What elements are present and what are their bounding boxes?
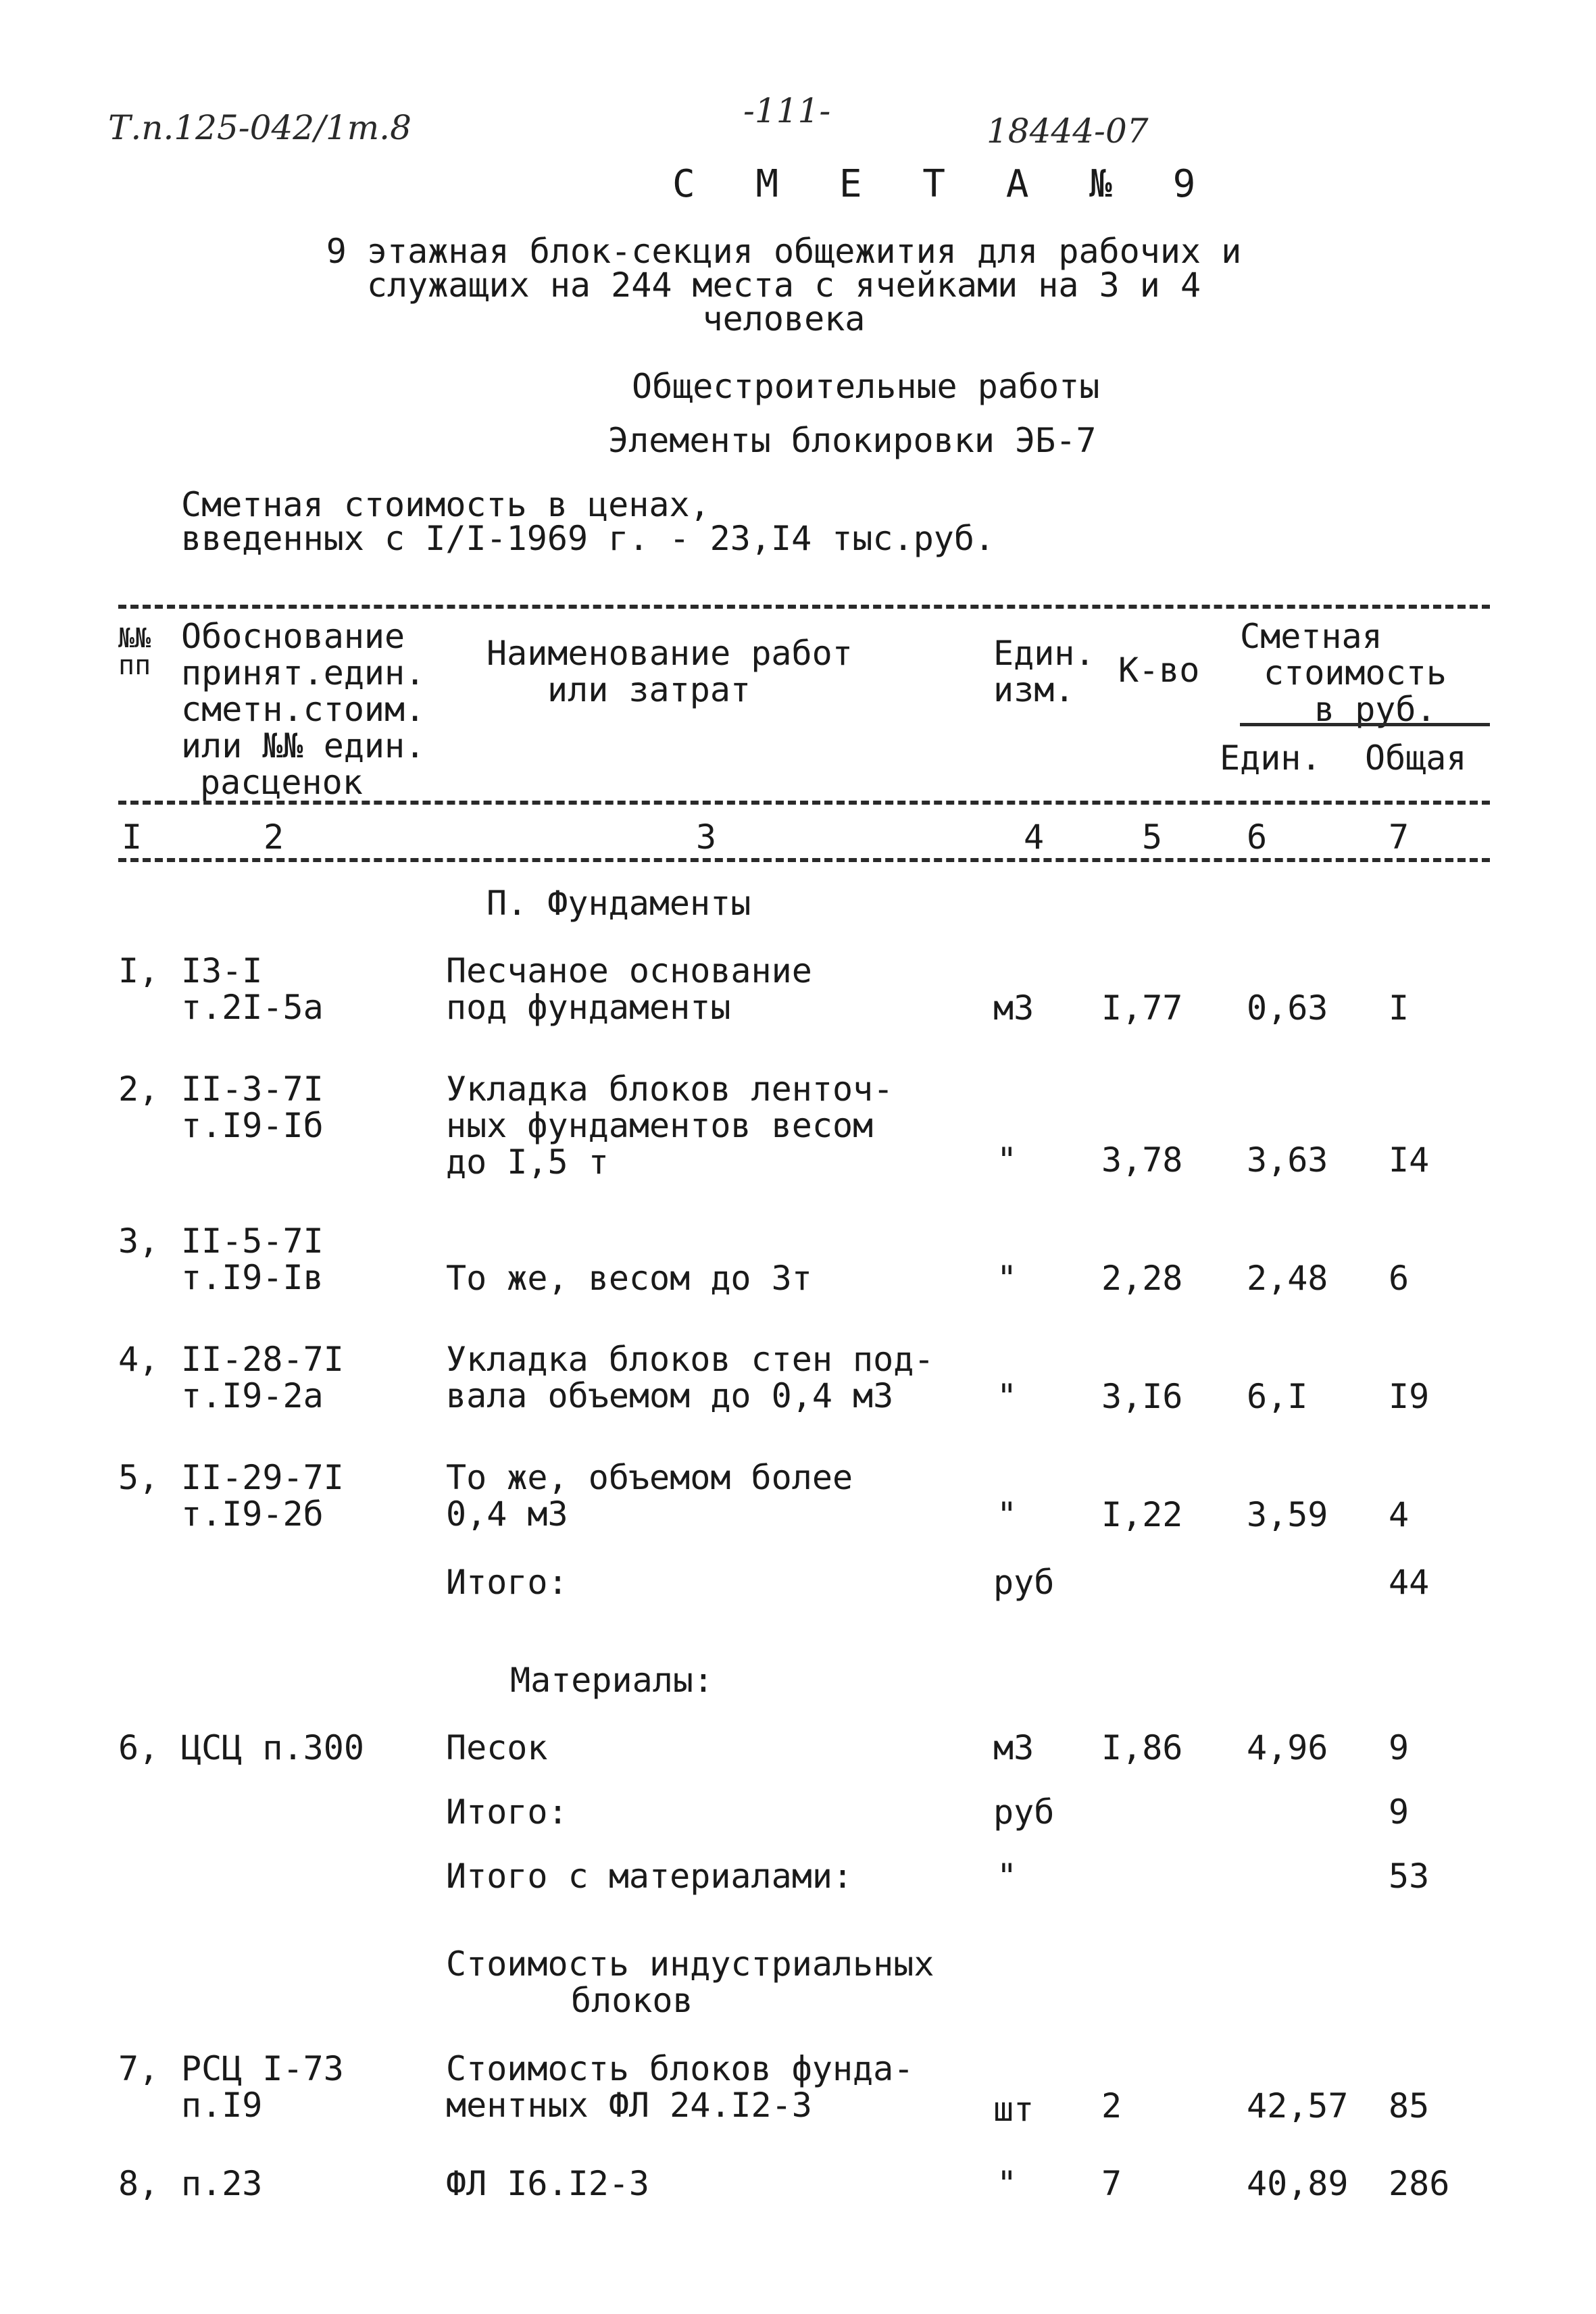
row-5-qty: I,22 — [1101, 1495, 1183, 1534]
row-5-price: 3,59 — [1247, 1495, 1328, 1534]
header-cost: Сметная стоимость в руб. — [1240, 617, 1447, 729]
row-1-basis: I3-I т.2I-5а — [181, 951, 324, 1027]
row-6-qty: I,86 — [1101, 1728, 1183, 1767]
row-8-basis: п.23 — [181, 2164, 263, 2203]
materials-heading: Материалы: — [510, 1661, 714, 1700]
row-2-total: I4 — [1389, 1140, 1430, 1180]
header-cost-unit: Един. — [1220, 738, 1322, 778]
row-8-num: 8, — [118, 2164, 159, 2203]
header-num: №№ пп — [118, 623, 151, 681]
row-7-unit: шт — [993, 2090, 1034, 2129]
header-name: Наименование работ или затрат — [487, 634, 853, 709]
row-1-total: I — [1389, 988, 1410, 1028]
cost-header-underline — [1240, 723, 1490, 726]
row-2-name: Укладка блоков ленточ- ных фундаментов весом до I,5 т — [446, 1070, 894, 1182]
row-8-price: 40,89 — [1247, 2164, 1349, 2203]
row-3-unit: " — [997, 1259, 1018, 1298]
subtotal-materials-total: 9 — [1389, 1792, 1410, 1832]
industrial-heading: Стоимость индустриальных блоков — [446, 1944, 934, 2020]
row-6-name: Песок — [446, 1728, 548, 1767]
document-title: С М Е Т А № 9 — [672, 162, 1215, 206]
row-3-price: 2,48 — [1247, 1259, 1328, 1298]
cost-note-line-1: Сметная стоимость в ценах, — [181, 485, 710, 524]
row-1-num: I, — [118, 951, 159, 990]
row-6-price: 4,96 — [1247, 1728, 1328, 1767]
subtotal-materials-unit: руб — [993, 1792, 1055, 1832]
row-4-name: Укладка блоков стен под- вала объемом до 0,4 м3 — [446, 1340, 934, 1415]
col-number-6: 6 — [1247, 818, 1268, 857]
row-6-basis: ЦСЦ п.300 — [181, 1728, 364, 1767]
col-number-3: 3 — [696, 818, 717, 857]
row-5-num: 5, — [118, 1458, 159, 1497]
section-title: Общестроительные работы — [632, 367, 1100, 406]
row-2-num: 2, — [118, 1070, 159, 1109]
row-1-unit: м3 — [993, 988, 1034, 1028]
subtitle-line-3: человека — [702, 299, 866, 338]
row-8-total: 286 — [1389, 2164, 1450, 2203]
row-7-price: 42,57 — [1247, 2086, 1349, 2126]
row-3-name: То же, весом до 3т — [446, 1259, 812, 1298]
row-8-unit: " — [997, 2164, 1018, 2203]
col-number-1: I — [122, 818, 143, 857]
row-6-num: 6, — [118, 1728, 159, 1767]
subtotal-works-label: Итого: — [446, 1563, 568, 1602]
subtitle-line-2: служащих на 244 места с ячейками на 3 и 4 — [366, 266, 1201, 305]
cost-note-line-2: введенных с I/I-1969 г. - 23,I4 тыс.руб. — [181, 519, 995, 558]
subtotal-works-total: 44 — [1389, 1563, 1430, 1602]
row-5-basis: II-29-7I т.I9-2б — [181, 1458, 344, 1534]
row-6-total: 9 — [1389, 1728, 1410, 1767]
header-unit: Един. изм. — [993, 634, 1095, 709]
total-with-materials-label: Итого с материалами: — [446, 1857, 853, 1896]
subtotal-works-unit: руб — [993, 1563, 1055, 1602]
row-2-basis: II-3-7I т.I9-Iб — [181, 1070, 324, 1145]
total-with-materials-unit: " — [997, 1857, 1018, 1896]
row-8-qty: 7 — [1101, 2164, 1122, 2203]
row-2-unit: " — [997, 1140, 1018, 1180]
row-2-qty: 3,78 — [1101, 1140, 1183, 1180]
row-3-total: 6 — [1389, 1259, 1410, 1298]
subtotal-materials-label: Итого: — [446, 1792, 568, 1832]
column-numbers-rule — [118, 858, 1490, 862]
handwritten-reference: Т.п.125-042/1т.8 — [108, 108, 412, 147]
row-4-num: 4, — [118, 1340, 159, 1379]
row-7-total: 85 — [1389, 2086, 1430, 2126]
row-3-num: 3, — [118, 1222, 159, 1261]
header-bottom-rule — [118, 801, 1490, 805]
row-1-qty: I,77 — [1101, 988, 1183, 1028]
row-5-name: То же, объемом более 0,4 м3 — [446, 1458, 853, 1534]
row-7-basis: РСЦ I-73 п.I9 — [181, 2049, 344, 2125]
row-6-unit: м3 — [993, 1728, 1034, 1767]
row-3-basis: II-5-7I т.I9-Iв — [181, 1222, 324, 1297]
header-top-rule — [118, 605, 1490, 609]
handwritten-code: 18444-07 — [987, 111, 1149, 151]
row-1-name: Песчаное основание под фундаменты — [446, 951, 812, 1027]
total-with-materials-total: 53 — [1389, 1857, 1430, 1896]
header-basis: Обоснование принят.един. сметн.стоим. или №№ един. расценок — [181, 617, 426, 802]
col-number-4: 4 — [1024, 818, 1045, 857]
row-4-price: 6,I — [1247, 1377, 1308, 1416]
element-title: Элементы блокировки ЭБ-7 — [608, 421, 1097, 460]
row-7-num: 7, — [118, 2049, 159, 2088]
foundations-section: П. Фундаменты — [487, 884, 751, 923]
subtitle-line-1: 9 этажная блок-секция общежития для рабочих и — [326, 232, 1242, 271]
row-4-unit: " — [997, 1377, 1018, 1416]
row-4-basis: II-28-7I т.I9-2а — [181, 1340, 344, 1415]
col-number-7: 7 — [1389, 818, 1410, 857]
row-8-name: ФЛ I6.I2-3 — [446, 2164, 650, 2203]
row-7-qty: 2 — [1101, 2086, 1122, 2126]
row-5-unit: " — [997, 1495, 1018, 1534]
row-3-qty: 2,28 — [1101, 1259, 1183, 1298]
row-2-price: 3,63 — [1247, 1140, 1328, 1180]
row-4-total: I9 — [1389, 1377, 1430, 1416]
page-number: -111- — [743, 91, 831, 130]
row-1-price: 0,63 — [1247, 988, 1328, 1028]
row-5-total: 4 — [1389, 1495, 1410, 1534]
header-cost-total: Общая — [1365, 738, 1467, 778]
row-7-name: Стоимость блоков фунда- ментных ФЛ 24.I2-3 — [446, 2049, 914, 2125]
col-number-5: 5 — [1142, 818, 1163, 857]
header-qty: К-во — [1118, 651, 1200, 690]
col-number-2: 2 — [264, 818, 284, 857]
row-4-qty: 3,I6 — [1101, 1377, 1183, 1416]
